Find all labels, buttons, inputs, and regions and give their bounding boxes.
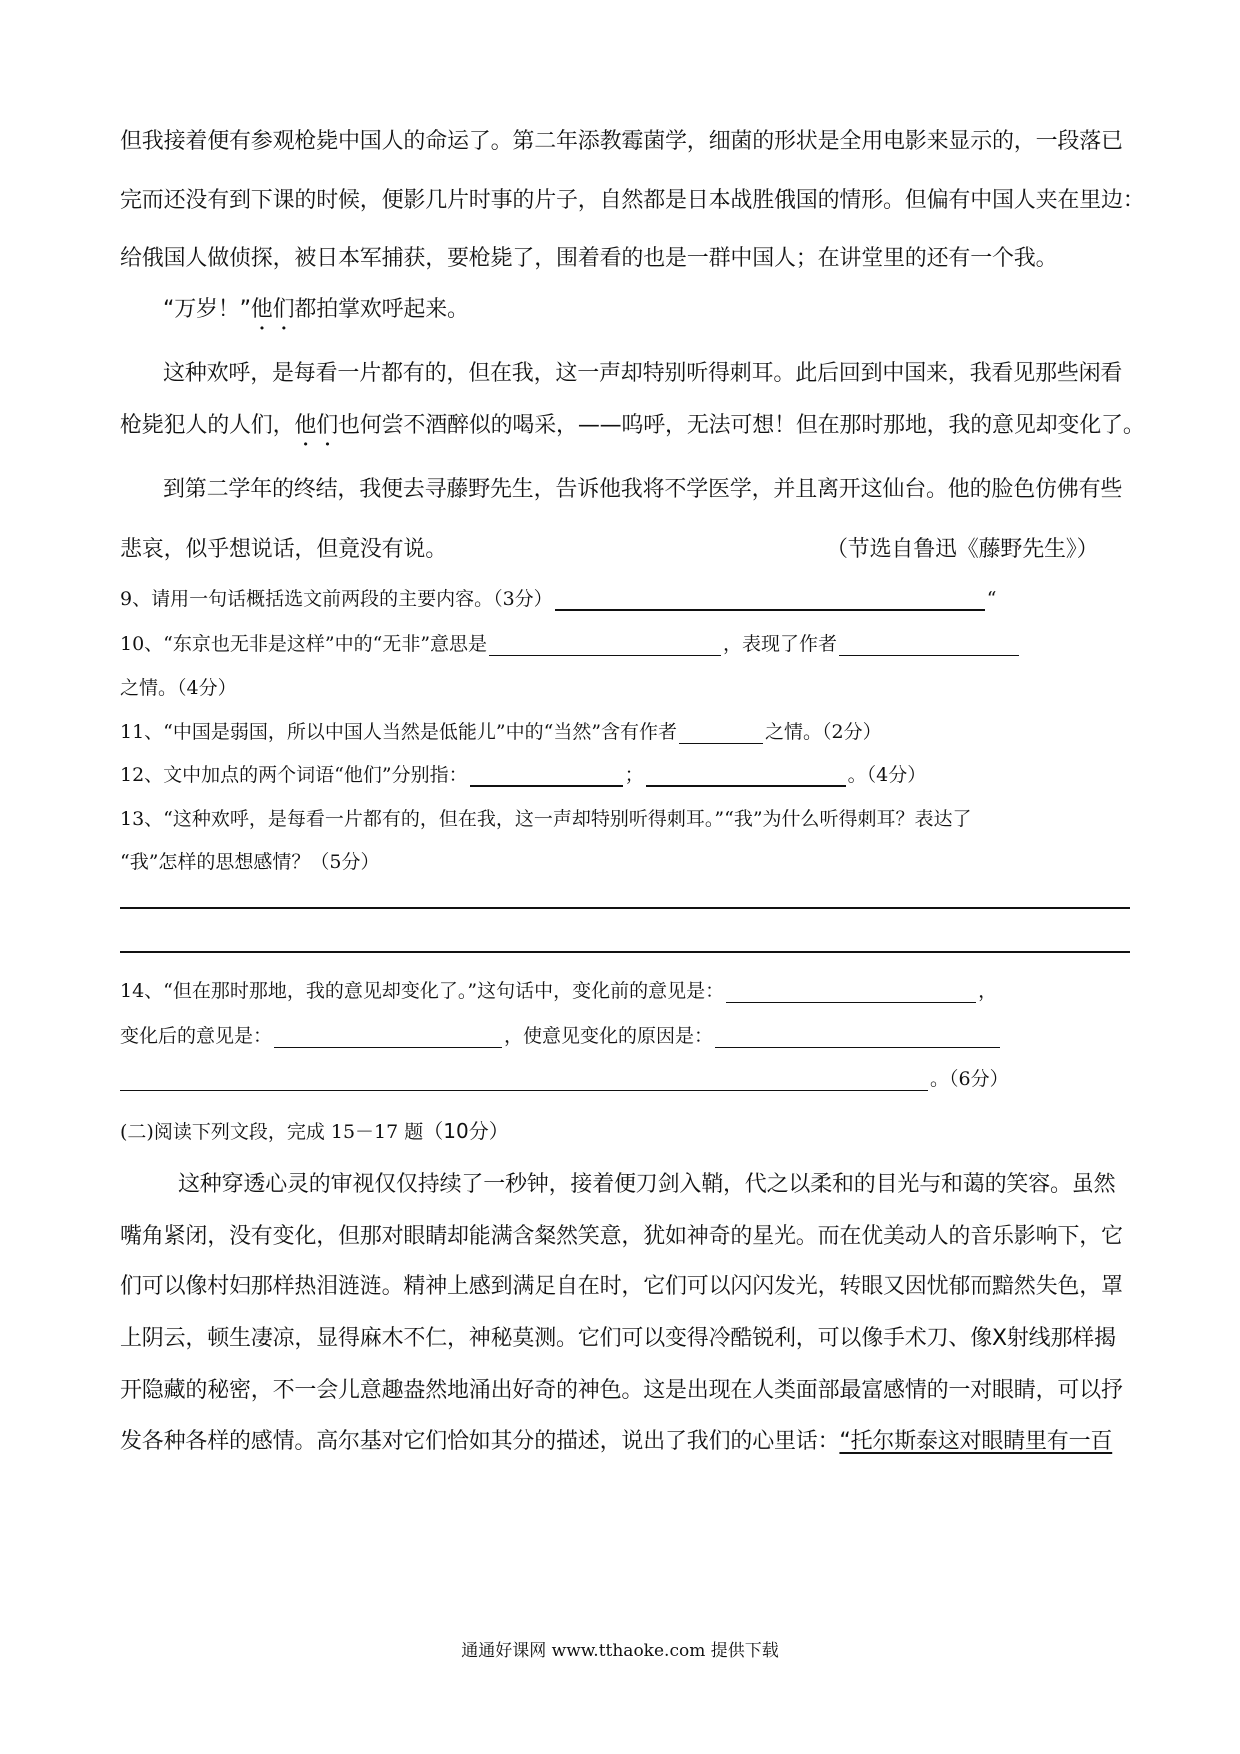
passage-line bbox=[120, 1424, 1112, 1455]
question-10 bbox=[120, 629, 1021, 656]
answer-blank[interactable] bbox=[715, 1025, 1000, 1048]
question-text: ，表现了作者 bbox=[723, 633, 838, 655]
answer-line[interactable] bbox=[120, 951, 1130, 953]
answer-blank[interactable] bbox=[274, 1025, 502, 1048]
passage-line: 这种穿透心灵的审视仅仅持续了一秒钟，接着便刀剑入鞘，代之以柔和的目光与和蔼的笑容。虽然 bbox=[178, 1172, 1116, 1197]
question-text: 9、请用一句话概括选文前两段的主要内容。（3分） bbox=[120, 588, 553, 610]
dotted-word: 他们 bbox=[294, 413, 339, 438]
question-9 bbox=[120, 584, 996, 611]
question-text: 。（4分） bbox=[847, 764, 927, 786]
question-14-cont bbox=[120, 1064, 1009, 1091]
passage-line: 开隐藏的秘密，不一会儿意趣盎然地涌出好奇的神色。这是出现在人类面部最富感情的一对眼睛，可以抒 bbox=[120, 1378, 1123, 1403]
question-12 bbox=[120, 760, 926, 787]
question-11 bbox=[120, 717, 882, 744]
passage-text: 枪毙犯人的人们， bbox=[120, 413, 295, 438]
answer-blank[interactable] bbox=[646, 763, 846, 787]
passage-text: “万岁！” bbox=[163, 297, 251, 322]
passage-text: 也何尝不酒醉似的喝采，——呜呼，无法可想！但在那时那地，我的意见却变化了。 bbox=[338, 413, 1145, 438]
answer-line[interactable] bbox=[120, 907, 1130, 909]
question-14-cont bbox=[120, 1021, 1002, 1048]
answer-blank[interactable] bbox=[120, 1068, 928, 1091]
section-heading bbox=[120, 1115, 509, 1144]
dotted-word: 他们 bbox=[250, 297, 295, 322]
underlined-quote: “托尔斯泰这对眼睛里有一百 bbox=[839, 1429, 1113, 1454]
question-14 bbox=[120, 976, 997, 1003]
question-text: ， bbox=[978, 980, 998, 1002]
passage-line: 给俄国人做侦探，被日本军捕获，要枪毙了，围着看的也是一群中国人；在讲堂里的还有一个我。 bbox=[120, 246, 1058, 271]
section-heading-text: (二)阅读下列文段，完成 15－17 题 bbox=[120, 1121, 424, 1143]
answer-blank[interactable] bbox=[470, 763, 623, 787]
passage-line: 悲哀，似乎想说话，但竟没有说。 bbox=[120, 537, 448, 562]
question-text: 10、“东京也无非是这样”中的“无非”意思是 bbox=[120, 633, 488, 655]
passage-line: 但我接着便有参观枪毙中国人的命运了。第二年添教霉菌学，细菌的形状是全用电影来显示的，一段落已 bbox=[120, 129, 1123, 154]
answer-blank[interactable] bbox=[555, 587, 985, 611]
source-citation: （节选自鲁迅《藤野先生》） bbox=[826, 537, 1099, 562]
question-text: 12、文中加点的两个词语“他们”分别指： bbox=[120, 764, 468, 786]
question-text: “ bbox=[986, 588, 997, 610]
question-text: 11、“中国是弱国，所以中国人当然是低能儿”中的“当然”含有作者 bbox=[120, 721, 678, 743]
question-13-cont: “我”怎样的思想感情？（5分） bbox=[120, 851, 380, 873]
passage-text: 发各种各样的感情。高尔基对它们恰如其分的描述，说出了我们的心里话： bbox=[120, 1429, 840, 1454]
section-score: （10分） bbox=[423, 1119, 509, 1143]
passage-line: 完而还没有到下课的时候，便影几片时事的片子，自然都是日本战胜俄国的情形。但偏有中国人夹在里边： bbox=[120, 188, 1145, 213]
page-footer: 通通好课网 www.tthaoke.com 提供下载 bbox=[461, 1641, 779, 1661]
question-text: 之情。（2分） bbox=[765, 721, 882, 743]
answer-blank[interactable] bbox=[839, 633, 1019, 656]
passage-line bbox=[163, 292, 469, 335]
question-text: ，使意见变化的原因是： bbox=[504, 1025, 714, 1047]
question-10-cont: 之情。（4分） bbox=[120, 677, 237, 699]
passage-line bbox=[120, 408, 1145, 451]
answer-blank[interactable] bbox=[489, 633, 721, 656]
question-text: 。（6分） bbox=[930, 1068, 1009, 1090]
passage-line: 嘴角紧闭，没有变化，但那对眼睛却能满含粲然笑意，犹如神奇的星光。而在优美动人的音乐影响下，它 bbox=[120, 1224, 1123, 1249]
question-text: ； bbox=[624, 764, 644, 786]
question-text: 14、“但在那时那地，我的意见却变化了。”这句话中，变化前的意见是： bbox=[120, 980, 725, 1002]
answer-blank[interactable] bbox=[726, 980, 976, 1003]
question-text: 变化后的意见是： bbox=[120, 1025, 273, 1047]
passage-line: 上阴云，顿生凄凉，显得麻木不仁，神秘莫测。它们可以变得冷酷锐利，可以像手术刀、像X射线那样揭 bbox=[120, 1326, 1116, 1351]
passage-line: 们可以像村妇那样热泪涟涟。精神上感到满足自在时，它们可以闪闪发光，转眼又因忧郁而黯然失色，罩 bbox=[120, 1274, 1123, 1299]
passage-text: 都拍掌欢呼起来。 bbox=[294, 297, 469, 322]
question-13: 13、“这种欢呼，是每看一片都有的，但在我，这一声却特别听得刺耳。”“我”为什么听得刺耳？表达了 bbox=[120, 808, 972, 830]
answer-blank[interactable] bbox=[679, 721, 763, 744]
passage-line: 这种欢呼，是每看一片都有的，但在我，这一声却特别听得刺耳。此后回到中国来，我看见那些闲看 bbox=[163, 361, 1123, 386]
passage-line: 到第二学年的终结，我便去寻藤野先生，告诉他我将不学医学，并且离开这仙台。他的脸色仿佛有些 bbox=[163, 477, 1123, 502]
